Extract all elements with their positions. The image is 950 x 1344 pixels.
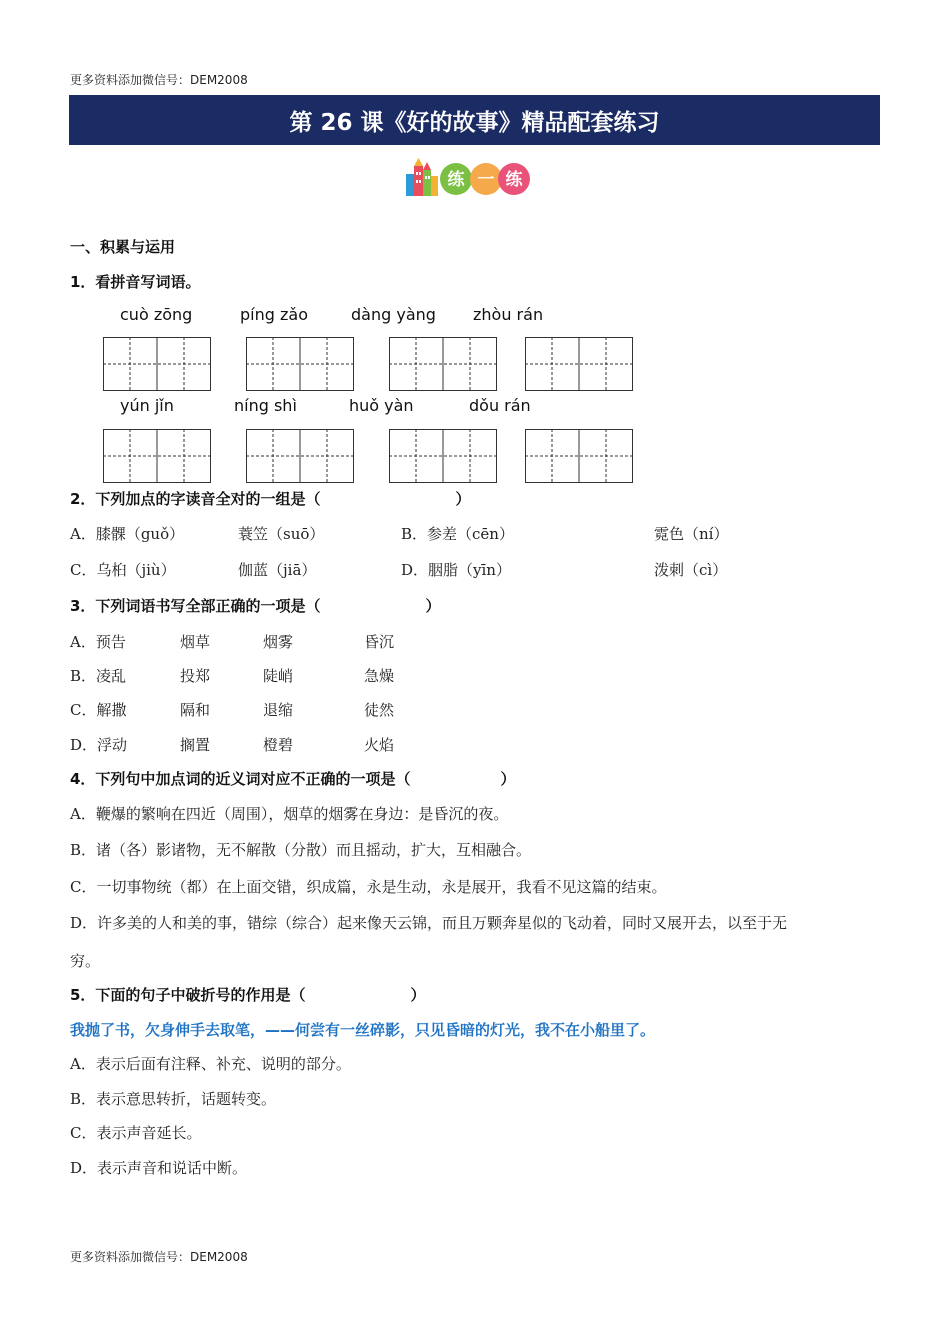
pinyin-label: níng shì — [234, 396, 297, 415]
pinyin-label: yún jǐn — [120, 396, 174, 415]
badge-char-2: 一 — [477, 170, 495, 190]
q1-stem: 1．看拼音写词语。 — [70, 273, 201, 291]
pinyin-label: dàng yàng — [351, 305, 436, 324]
q3-option-a: A．预告 — [70, 633, 126, 651]
writing-grid[interactable] — [389, 429, 497, 483]
q3-option-d: D．浮动 — [70, 736, 128, 754]
pinyin-label: píng zǎo — [240, 305, 308, 324]
practice-badge — [402, 156, 532, 198]
q3-word: 烟草 — [180, 633, 211, 651]
q3-word: 火焰 — [364, 736, 395, 754]
q2-option-b-2: 霓色（ní） — [654, 525, 729, 543]
writing-grid[interactable] — [103, 429, 211, 483]
q5-quote: 我抛了书，欠身伸手去取笔，——何尝有一丝碎影，只见昏暗的灯光，我不在小船里了。 — [70, 1021, 656, 1039]
writing-grid[interactable] — [389, 337, 497, 391]
q3-word: 橙碧 — [263, 736, 294, 754]
q2-option-c: C．乌桕（jiù） — [70, 561, 176, 579]
watermark-bottom: 更多资料添加微信号：DEM2008 — [70, 1250, 248, 1264]
q5-option-b: B．表示意思转折，话题转变。 — [70, 1090, 277, 1108]
q3-word: 投郑 — [180, 667, 211, 685]
q3-word: 昏沉 — [364, 633, 395, 651]
pinyin-label: cuò zōng — [120, 305, 193, 324]
q5-stem: 5．下面的句子中破折号的作用是（ ） — [70, 986, 426, 1004]
q4-option-b: B．诸（各）影诸物，无不解散（分散）而且摇动，扩大，互相融合。 — [70, 841, 532, 859]
q3-word: 搁置 — [180, 736, 211, 754]
q2-option-d: D．胭脂（yīn） — [401, 561, 511, 579]
q3-word: 隔和 — [180, 701, 211, 719]
writing-grid[interactable] — [246, 429, 354, 483]
badge-char-1: 练 — [447, 170, 465, 190]
q4-option-d-continued: 穷。 — [70, 952, 101, 970]
q3-option-b: B．凌乱 — [70, 667, 127, 685]
writing-grid[interactable] — [525, 429, 633, 483]
q3-word: 急燥 — [364, 667, 395, 685]
q3-word: 陡峭 — [263, 667, 294, 685]
q4-option-a: A．鞭爆的繁响在四近（周围），烟草的烟雾在身边：是昏沉的夜。 — [70, 805, 509, 823]
writing-grid[interactable] — [103, 337, 211, 391]
q4-option-d: D．许多美的人和美的事，错综（综合）起来像天云锦，而且万颗奔星似的飞动着，同时又展开去，以至于无 — [70, 914, 788, 932]
section-heading: 一、积累与运用 — [70, 238, 176, 256]
q4-stem: 4．下列句中加点词的近义词对应不正确的一项是（ ） — [70, 770, 516, 788]
writing-grid[interactable] — [525, 337, 633, 391]
q3-word: 退缩 — [263, 701, 294, 719]
q2-option-a-2: 蓑笠（suō） — [238, 525, 325, 543]
q3-word: 徒然 — [364, 701, 395, 719]
q2-option-a: A．膝髁（guǒ） — [70, 525, 185, 543]
watermark-top: 更多资料添加微信号：DEM2008 — [70, 73, 248, 87]
q3-stem: 3．下列词语书写全部正确的一项是（ ） — [70, 597, 441, 615]
pinyin-label: dǒu rán — [469, 396, 531, 415]
page-title: 第 26 课《好的故事》精品配套练习 — [69, 95, 880, 145]
q2-stem: 2．下列加点的字读音全对的一组是（ ） — [70, 490, 471, 508]
building-icon — [406, 158, 438, 196]
pinyin-label: zhòu rán — [473, 305, 544, 324]
q2-option-b: B．参差（cēn） — [401, 525, 514, 543]
q5-option-d: D．表示声音和说话中断。 — [70, 1159, 248, 1177]
writing-grid[interactable] — [246, 337, 354, 391]
q4-option-c: C．一切事物统（都）在上面交错，织成篇，永是生动，永是展开，我看不见这篇的结束。 — [70, 878, 667, 896]
q2-option-c-2: 伽蓝（jiā） — [238, 561, 317, 579]
q3-word: 烟雾 — [263, 633, 294, 651]
badge-char-3: 练 — [505, 170, 523, 190]
q5-option-a: A．表示后面有注释、补充、说明的部分。 — [70, 1055, 351, 1073]
pinyin-label: huǒ yàn — [349, 396, 414, 415]
q3-option-c: C．解撒 — [70, 701, 127, 719]
q2-option-d-2: 泼刺（cì） — [654, 561, 728, 579]
q5-option-c: C．表示声音延长。 — [70, 1124, 202, 1142]
